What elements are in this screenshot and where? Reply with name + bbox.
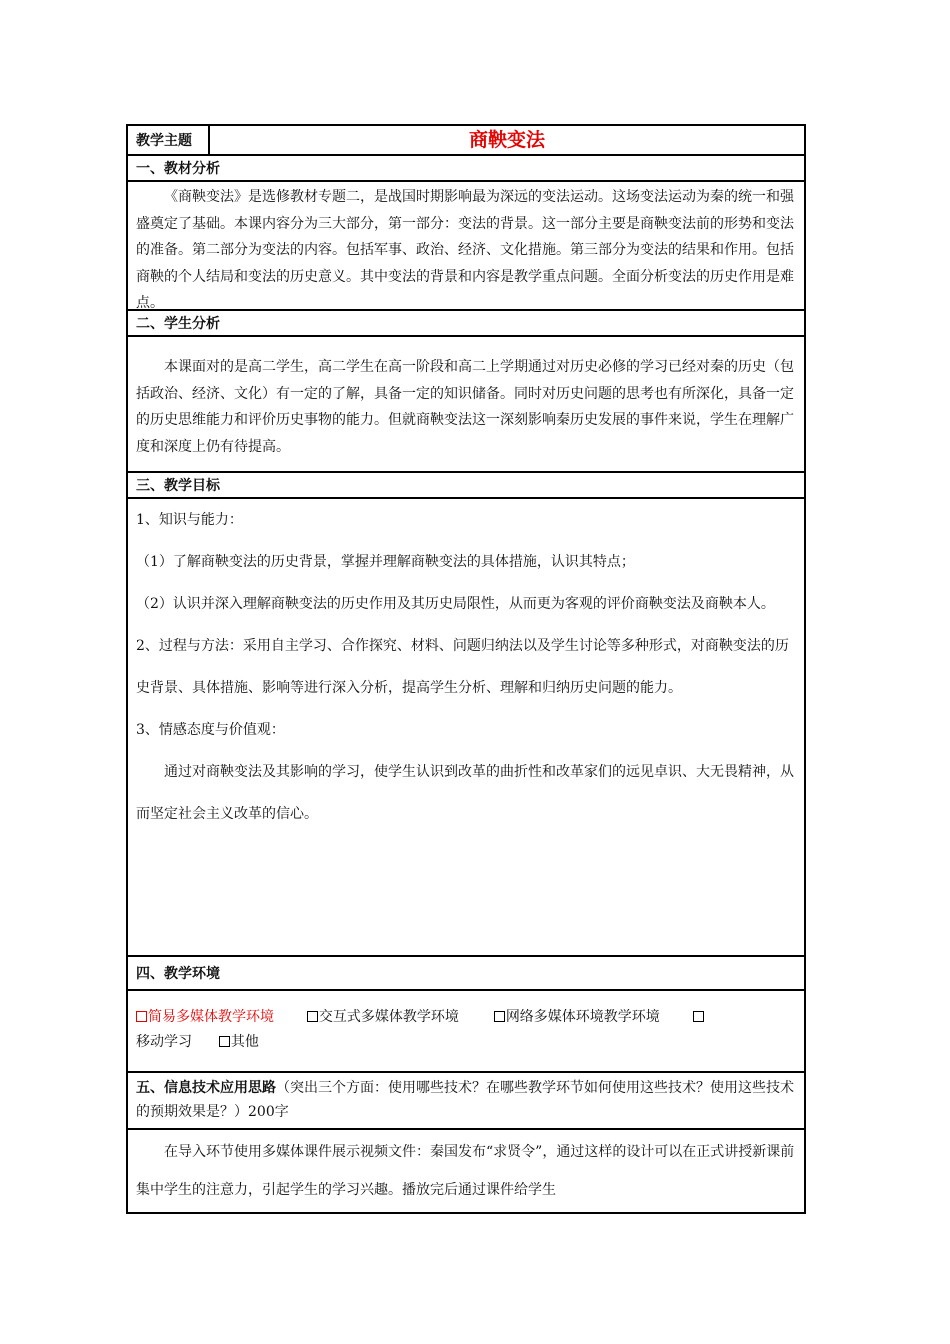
title-row: [128, 126, 804, 154]
it-application-text: 在导入环节使用多媒体课件展示视频文件：秦国发布“求贤令”，通过这样的设计可以在正式讲授新课前集中学生的注意力，引起学生的学习兴趣。播放完后通过课件给学生: [136, 1144, 795, 1198]
checkbox-icon[interactable]: [693, 1011, 704, 1022]
env-option-network[interactable]: 网络多媒体环境教学环境: [494, 1009, 660, 1025]
student-analysis: [128, 335, 804, 471]
topic-title: 商鞅变法: [468, 129, 545, 151]
topic-label: 教学主题: [128, 126, 210, 154]
goal-process: 2、过程与方法：采用自主学习、合作探究、材料、问题归纳法以及学生讨论等多种形式，对商鞅变法的历史背景、具体措施、影响等进行深入分析，提高学生分析、理解和归纳历史问题的能力。: [136, 638, 789, 696]
goal-knowledge-1: （1）了解商鞅变法的历史背景，掌握并理解商鞅变法的具体措施，认识其特点；: [136, 554, 635, 570]
material-analysis: [128, 180, 804, 309]
env-option-simple[interactable]: 简易多媒体教学环境: [136, 1009, 274, 1025]
section-heading-material: 一、教材分析: [128, 154, 804, 180]
goal-attitude: 3、情感态度与价值观：: [136, 722, 285, 738]
section-heading-goals: 三、教学目标: [128, 471, 804, 497]
goal-knowledge-2: （2）认识并深入理解商鞅变法的历史作用及其历史局限性，从而更为客观的评价商鞅变法及商鞅本人。: [136, 596, 775, 612]
teaching-goals: [128, 497, 804, 955]
lesson-plan: [126, 124, 806, 1214]
it-application: [128, 1128, 804, 1212]
env-option-other[interactable]: 其他: [219, 1034, 259, 1050]
env-option-interactive[interactable]: 交互式多媒体教学环境: [307, 1009, 459, 1025]
environment-options: [128, 989, 804, 1071]
it-heading-note: （突出三个方面：使用哪些技术？在哪些教学环节如何使用这些技术？使用这些技术的预期效果是？）200字: [136, 1080, 794, 1120]
lesson-table: [126, 124, 806, 1214]
it-heading-bold: 五、信息技术应用思路: [136, 1080, 276, 1096]
checkbox-icon[interactable]: [494, 1011, 505, 1022]
goal-knowledge: 1、知识与能力：: [136, 512, 243, 528]
checkbox-icon[interactable]: [136, 1011, 147, 1022]
section-heading-students: 二、学生分析: [128, 309, 804, 335]
student-analysis-text: 本课面对的是高二学生，高二学生在高一阶段和高二上学期通过对历史必修的学习已经对秦的历史（包括政治、经济、文化）有一定的了解，具备一定的知识储备。同时对历史问题的思考也有所深化，具备一定的历史思维能力和评价历史事物的能力。但就商鞅变法这一深刻影响秦历史发展的事件来说，学生在理解广度和深度上仍有待提高。: [136, 359, 794, 455]
checkbox-icon[interactable]: [219, 1036, 230, 1047]
env-option-mobile[interactable]: 移动学习: [136, 1009, 705, 1050]
goal-attitude-text: 通过对商鞅变法及其影响的学习，使学生认识到改革的曲折性和改革家们的远见卓识、大无畏精神，从而坚定社会主义改革的信心。: [136, 764, 794, 822]
section-heading-it: [128, 1071, 804, 1128]
material-analysis-text: 《商鞅变法》是选修教材专题二，是战国时期影响最为深远的变法运动。这场变法运动为秦的统一和强盛奠定了基础。本课内容分为三大部分，第一部分：变法的背景。这一部分主要是商鞅变法前的形势和变法的准备。第二部分为变法的内容。包括军事、政治、经济、文化措施。第三部分为变法的结果和作用。包括商鞅的个人结局和变法的历史意义。其中变法的背景和内容是教学重点问题。全面分析变法的历史作用是难点。: [136, 189, 794, 311]
checkbox-icon[interactable]: [307, 1011, 318, 1022]
section-heading-environment: 四、教学环境: [128, 955, 804, 989]
